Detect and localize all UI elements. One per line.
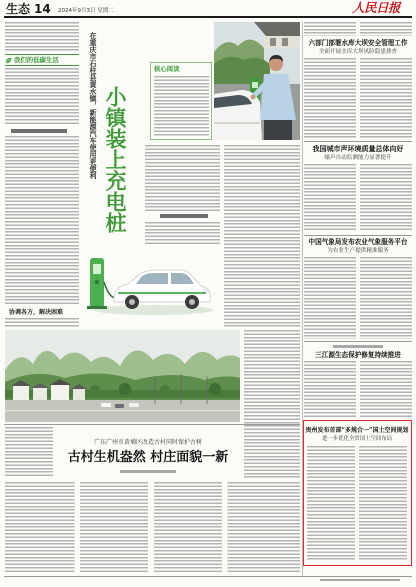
news-subheadline: 为农业生产提供精准服务 bbox=[327, 248, 389, 254]
page-number: 14 bbox=[34, 2, 51, 16]
newspaper-logo: 人民日报 bbox=[352, 0, 401, 15]
header-rule bbox=[4, 16, 412, 18]
text-block bbox=[145, 145, 220, 211]
text-block bbox=[5, 482, 300, 572]
highlight-box bbox=[303, 420, 412, 566]
feature-title: 小镇装上充电桩 bbox=[103, 86, 127, 233]
text-block bbox=[304, 257, 412, 339]
text-block bbox=[5, 68, 79, 126]
electric-car bbox=[114, 270, 210, 309]
column-divider bbox=[302, 22, 303, 577]
news-subheadline: 噪声自动监测能力显著提升 bbox=[324, 155, 392, 161]
news-headline: 中国气象局发布农业气象服务平台 bbox=[308, 238, 408, 246]
text-block bbox=[307, 446, 407, 560]
text-block bbox=[244, 330, 300, 478]
news-subheadline: 全面开展水库大坝风险隐患排查 bbox=[318, 49, 398, 55]
column-heading bbox=[5, 54, 79, 66]
section-name: 生态 bbox=[6, 2, 31, 16]
text-block bbox=[304, 164, 412, 232]
text-block bbox=[145, 222, 220, 244]
leaf-icon bbox=[5, 57, 12, 64]
feature-subtitle: 在重庆市石柱县黄水镇，新能源汽车使用更便利 bbox=[89, 32, 98, 179]
charging-photo bbox=[214, 22, 300, 140]
news-headline: 六部门部署水库大坝安全管理工作 bbox=[308, 39, 408, 47]
bottom-story-kicker: 广东广州市黄埔区改造古村同时保护古树 bbox=[93, 439, 202, 446]
highlight-subheadline: 进一步优化全省国土空间布局 bbox=[321, 436, 393, 442]
text-block bbox=[5, 427, 53, 478]
column-name: 我们的低碳生活 bbox=[14, 56, 59, 64]
bottom-story-headline: 古村生机盎然 村庄面貌一新 bbox=[67, 450, 229, 465]
section-subhead bbox=[11, 129, 67, 133]
text-block bbox=[304, 361, 412, 417]
highlight-headline: 贵州发布首部“多规合一”国土空间规划 bbox=[305, 427, 409, 434]
text-block bbox=[304, 22, 412, 36]
text-block bbox=[304, 58, 412, 138]
news-rule bbox=[304, 141, 412, 142]
footer-rule bbox=[4, 576, 412, 577]
footer-credits bbox=[320, 579, 400, 581]
text-block bbox=[154, 76, 209, 136]
section-rule bbox=[4, 424, 300, 425]
news-headline: 三江源生态保护修复持续推进 bbox=[315, 351, 401, 359]
village-photo bbox=[5, 330, 240, 422]
byline bbox=[120, 470, 176, 473]
section-label bbox=[6, 2, 51, 16]
core-reading-box bbox=[150, 62, 212, 140]
news-kicker bbox=[333, 345, 383, 348]
section-subhead: 协调各方，解决困难 bbox=[9, 309, 64, 316]
text-block bbox=[5, 22, 79, 52]
issue-date: 2024年9月3日 星期二 bbox=[58, 8, 114, 14]
ev-charging-illustration bbox=[84, 246, 214, 318]
text-block bbox=[5, 136, 79, 306]
news-rule bbox=[304, 341, 412, 342]
news-headline: 我国城市声环境质量总体向好 bbox=[312, 144, 404, 153]
text-block bbox=[224, 145, 300, 327]
section-subhead bbox=[160, 214, 208, 218]
news-rule bbox=[304, 235, 412, 236]
text-block bbox=[5, 318, 79, 327]
core-reading-label: 核心阅读 bbox=[154, 65, 180, 73]
